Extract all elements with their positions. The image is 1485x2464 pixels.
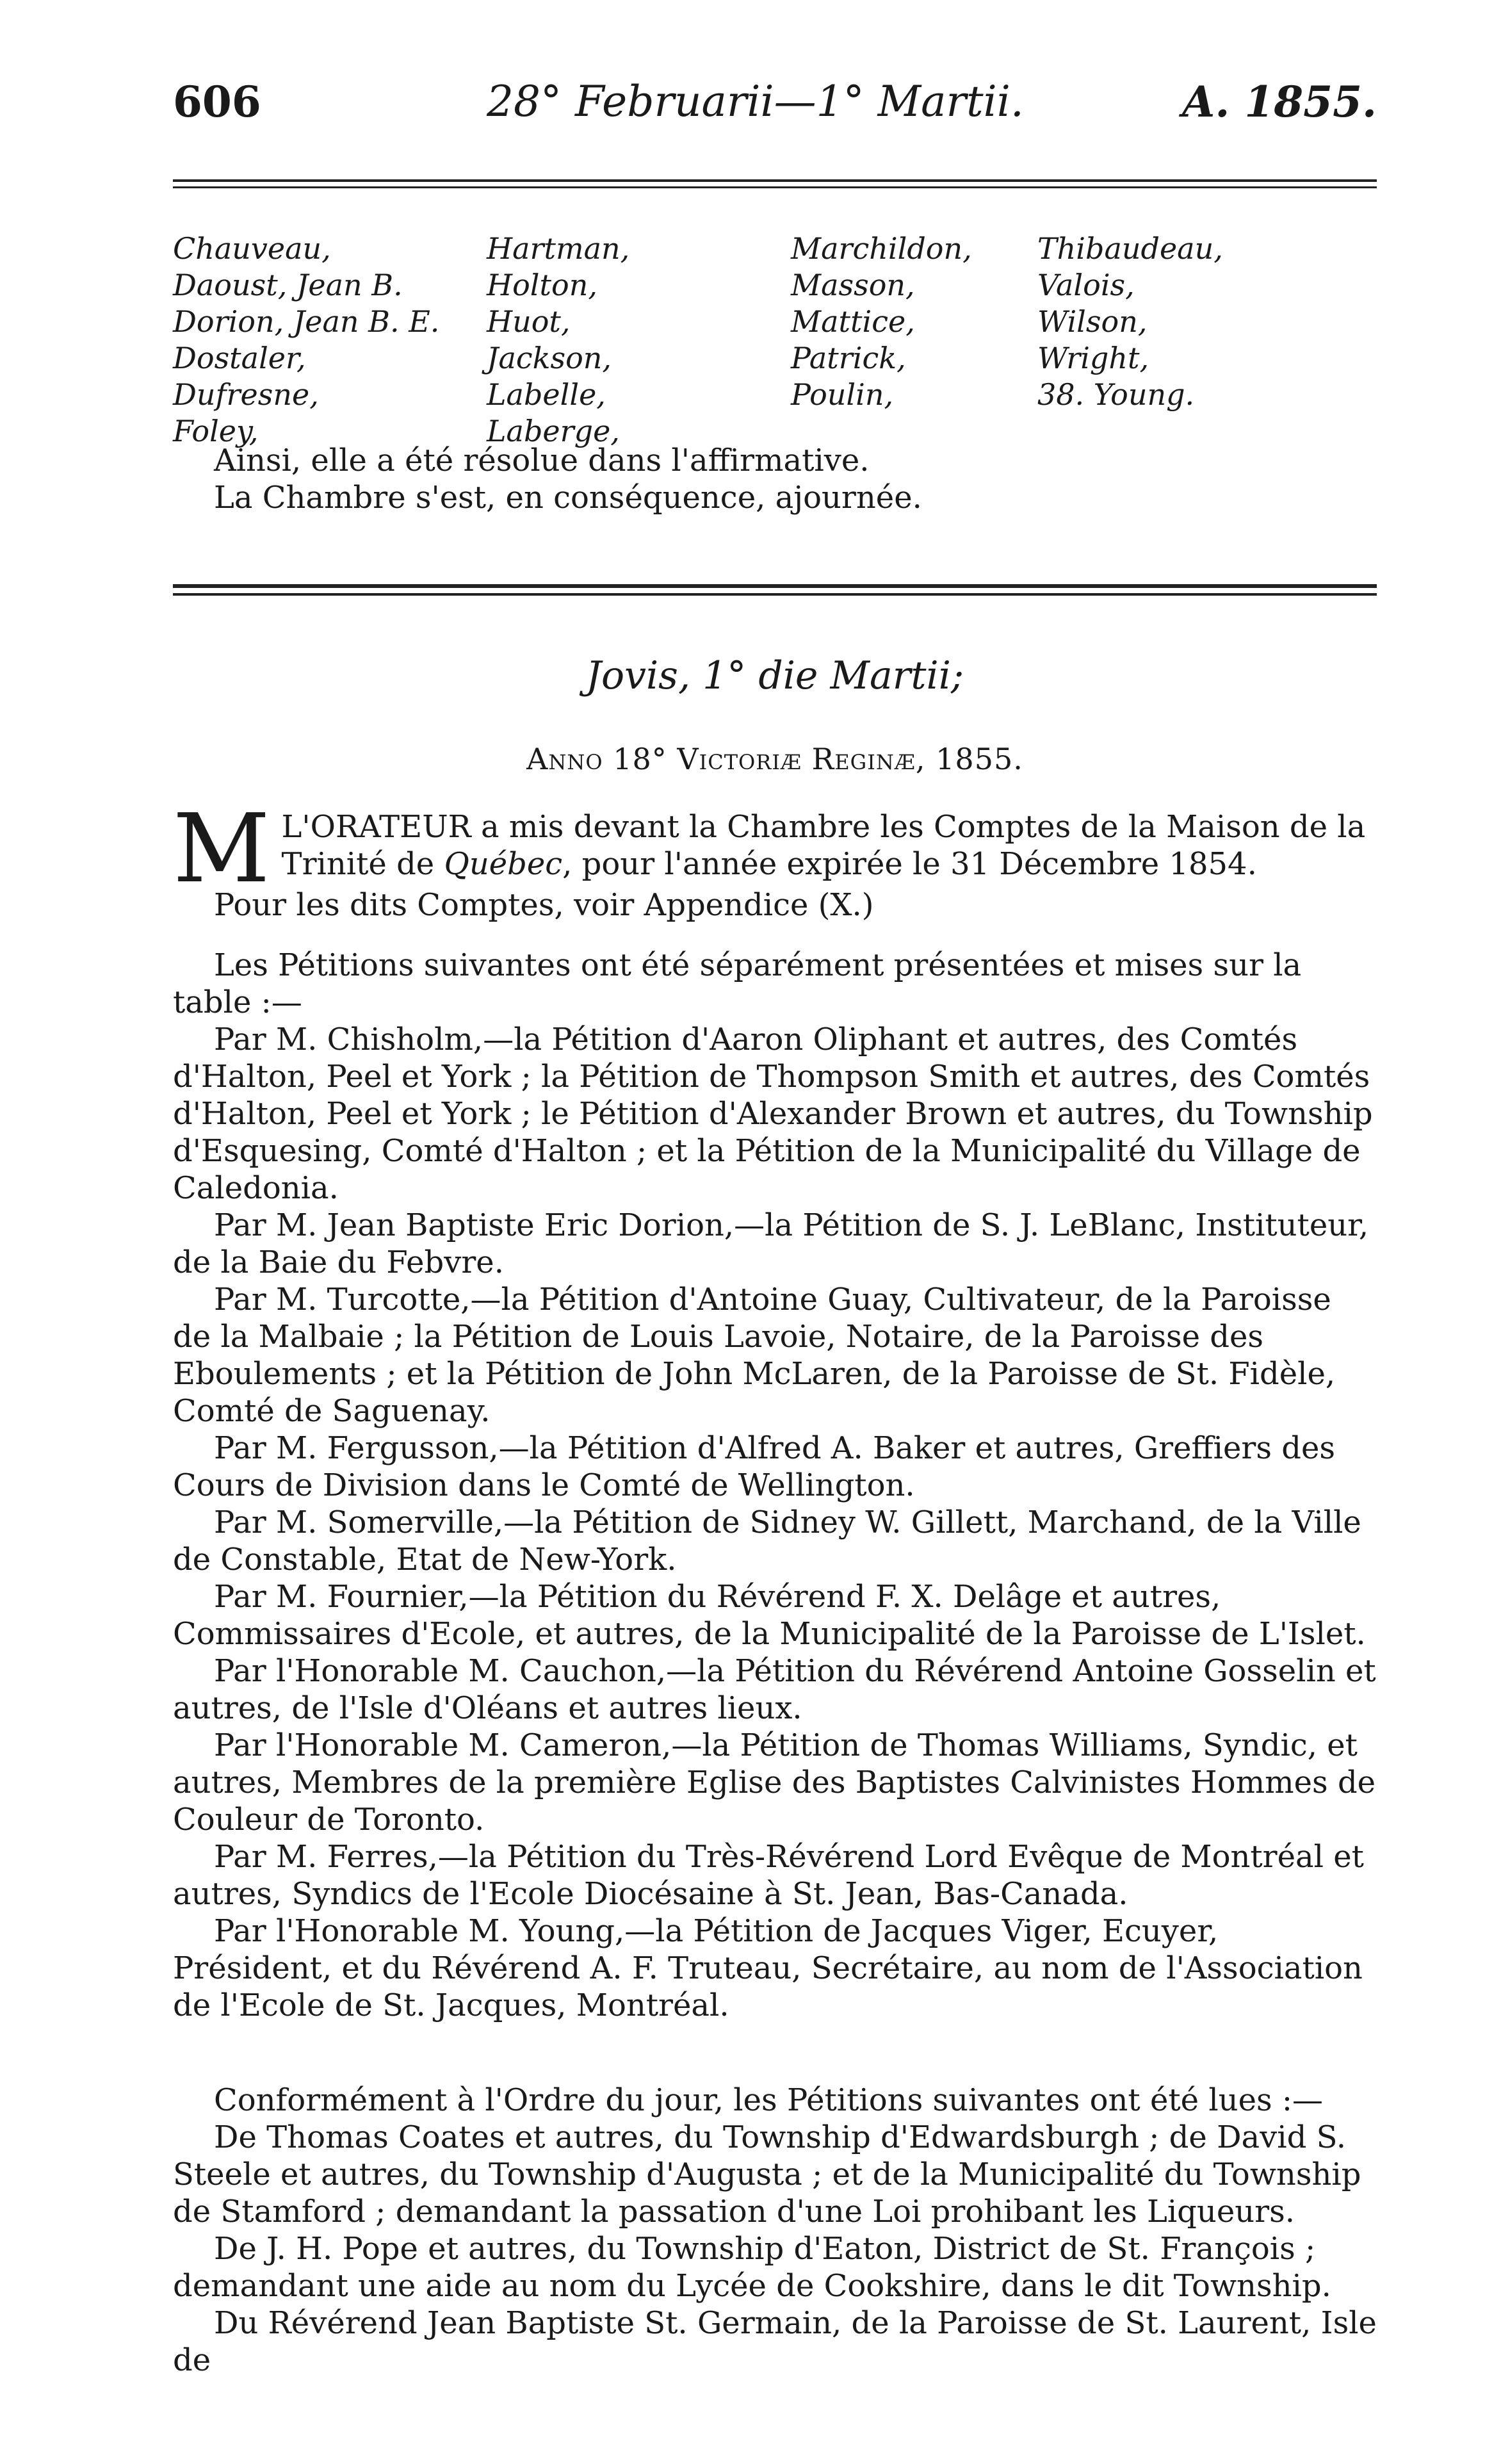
read-petition-entry: De J. H. Pope et autres, du Township d'Eaton, District de St. François ; demandant une aide au nom du Lycée de Cookshire, dans le dit Township. (173, 2231, 1331, 2304)
opening-text: L'ORATEUR a mis devant la Chambre les Comptes de la Maison de la Trinité de (281, 809, 1366, 882)
names-column (791, 231, 972, 413)
read-intro: Conformément à l'Ordre du jour, les Pétitions suivantes ont été lues :— (214, 2082, 1324, 2118)
member-name: Wright, (1037, 341, 1149, 375)
petition-entry: Par M. Somerville,—la Pétition de Sidney W. Gillett, Marchand, de la Ville de Constable, Etat de New-York. (173, 1505, 1361, 1578)
member-name: Foley, (173, 414, 259, 448)
petitions-presented (173, 947, 1377, 2024)
member-name: Masson, (791, 268, 915, 302)
resolution-line: Ainsi, elle a été résolue dans l'affirmative. (214, 443, 870, 478)
header-date: 28° Februarii—1° Martii. (487, 77, 1024, 126)
page-number: 606 (173, 77, 261, 127)
member-name: Dufresne, (173, 377, 319, 412)
member-name: Labelle, (487, 377, 606, 412)
petition-entry: Par M. Ferres,—la Pétition du Très-Révérend Lord Evêque de Montréal et autres, Syndics de l'Ecole Diocésaine à St. Jean, Bas-Canada. (173, 1839, 1364, 1912)
member-name: 38. Young. (1037, 377, 1195, 412)
resolution-line: La Chambre s'est, en conséquence, ajournée. (214, 480, 922, 516)
petition-entry: Par l'Honorable M. Cameron,—la Pétition de Thomas Williams, Syndic, et autres, Membres de la première Eglise des Baptistes Calvinistes Hommes de Couleur de Toronto. (173, 1727, 1376, 1838)
names-column (173, 231, 439, 450)
opening-place: Québec (444, 846, 563, 882)
petition-entry: Par M. Fournier,—la Pétition du Révérend F. X. Delâge et autres, Commissaires d'Ecole, et autres, de la Municipalité de la Paroisse de L'Islet. (173, 1579, 1366, 1652)
petitions-intro: Les Pétitions suivantes ont été séparément présentées et mises sur la table :— (173, 947, 1302, 1020)
petitions-read (173, 2082, 1377, 2379)
resolution-block (173, 442, 1377, 516)
petition-entry: Par M. Jean Baptiste Eric Dorion,—la Pétition de S. J. LeBlanc, Instituteur, de la Baie du Febvre. (173, 1207, 1369, 1280)
names-column (1037, 231, 1223, 413)
member-name: Huot, (487, 304, 571, 339)
petition-entry: Par l'Honorable M. Young,—la Pétition de Jacques Viger, Ecuyer, Président, et du Révérend A. F. Truteau, Secrétaire, au nom de l'Association de l'Ecole de St. Jacques, Montréal. (173, 1913, 1363, 2023)
opening-paragraph (173, 794, 1377, 924)
names-column (487, 231, 629, 450)
member-name: Wilson, (1037, 304, 1148, 339)
member-name: Holton, (487, 268, 597, 302)
petition-entry: Par M. Fergusson,—la Pétition d'Alfred A. Baker et autres, Greffiers des Cours de Division dans le Comté de Wellington. (173, 1430, 1335, 1503)
section-rule (173, 584, 1377, 596)
header-rule (173, 179, 1377, 188)
member-name: Laberge, (487, 414, 620, 448)
regnal-year: Anno 18° Victoriæ Reginæ, 1855. (526, 742, 1023, 776)
header-year: A. 1855. (1182, 77, 1377, 127)
member-name: Daoust, Jean B. (173, 268, 403, 302)
page-header (173, 77, 1377, 147)
day-heading: Jovis, 1° die Martii; (585, 653, 964, 698)
petition-entry: Par l'Honorable M. Cauchon,—la Pétition du Révérend Antoine Gosselin et autres, de l'Isle d'Oléans et autres lieux. (173, 1653, 1376, 1726)
member-name: Marchildon, (791, 231, 972, 266)
member-name: Valois, (1037, 268, 1135, 302)
read-petition-entry: De Thomas Coates et autres, du Township d'Edwardsburgh ; de David S. Steele et autres, du Township d'Augusta ; et de la Municipalité du Township de Stamford ; demandant la passation d'une Loi prohibant les Liqueurs. (173, 2119, 1361, 2230)
petition-entry: Par M. Chisholm,—la Pétition d'Aaron Oliphant et autres, des Comtés d'Halton, Peel et York ; la Pétition de Thompson Smith et autres, des Comtés d'Halton, Peel et York ; le Pétition d'Alexander Brown et autres, du Township d'Esquesing, Comté d'Halton ; et la Pétition de la Municipalité du Village de Caledonia. (173, 1022, 1373, 1206)
member-name: Hartman, (487, 231, 630, 266)
member-name: Poulin, (791, 377, 894, 412)
member-name: Mattice, (791, 304, 915, 339)
petition-entry: Par M. Turcotte,—la Pétition d'Antoine Guay, Cultivateur, de la Paroisse de la Malbaie ; la Pétition de Louis Lavoie, Notaire, de la Paroisse des Eboulements ; et la Pétition de John McLaren, de la Paroisse de St. Fidèle, Comté de Saguenay. (173, 1282, 1336, 1429)
member-name: Jackson, (487, 341, 612, 375)
division-names (173, 231, 1377, 448)
read-petition-entry: Du Révérend Jean Baptiste St. Germain, de la Paroisse de St. Laurent, Isle de (173, 2305, 1377, 2378)
drop-cap: M (173, 794, 270, 904)
member-name: Dostaler, (173, 341, 306, 375)
member-name: Thibaudeau, (1037, 231, 1223, 266)
member-name: Patrick, (791, 341, 906, 375)
opening-text-end: , pour l'année expirée le 31 Décembre 1854. (562, 846, 1257, 882)
member-name: Dorion, Jean B. E. (173, 304, 440, 339)
appendix-note: Pour les dits Comptes, voir Appendice (X.) (214, 887, 874, 923)
member-name: Chauveau, (173, 231, 331, 266)
